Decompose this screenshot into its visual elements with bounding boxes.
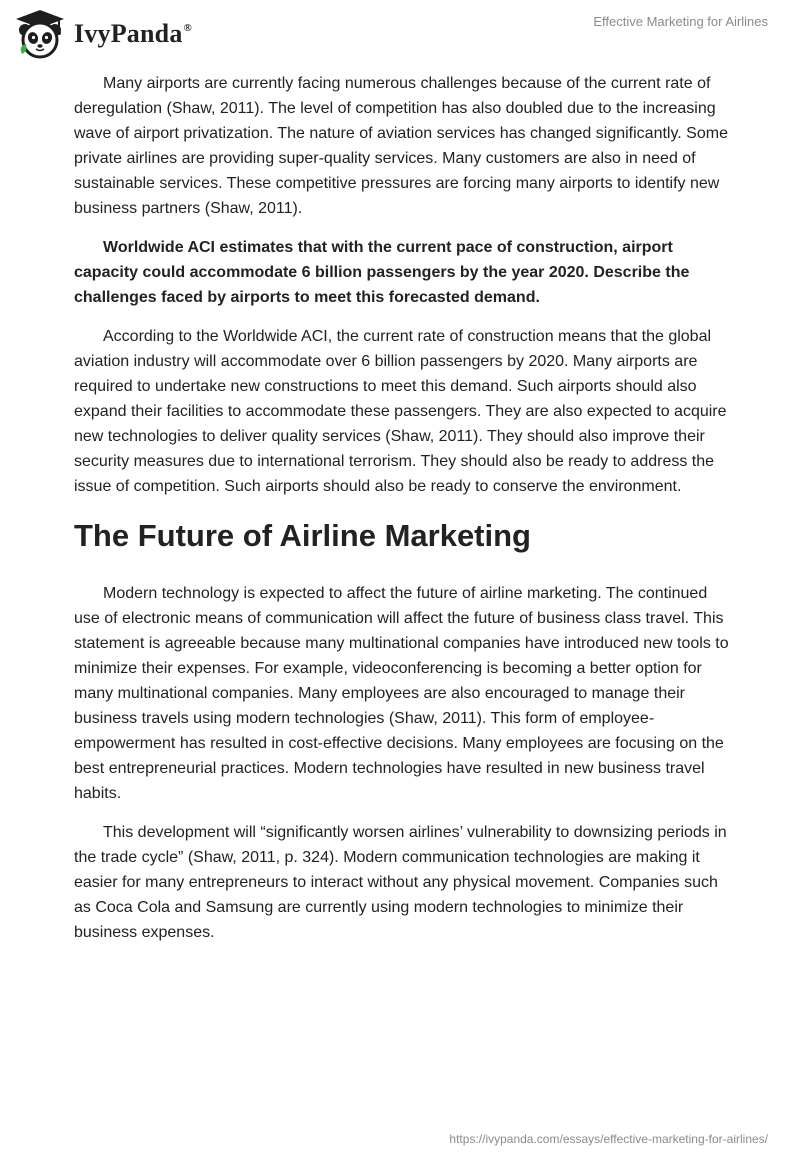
- brand-name: IvyPanda®: [74, 19, 192, 48]
- question-paragraph: Worldwide ACI estimates that with the current pace of construction, airport capacity could accommodate 6 billion passengers by the year 2020. Describe the challenges faced by airports to meet this forecasted demand.: [74, 239, 690, 306]
- registered-mark: ®: [183, 22, 192, 34]
- source-url[interactable]: https://ivypanda.com/essays/effective-marketing-for-airlines/: [449, 1132, 768, 1146]
- paragraph-modern-technology: Modern technology is expected to affect the future of airline marketing. The continued use of electronic means of communication will affect the future of business class travel. This statement is agreeable because many multinational companies have introduced new tools to minimize their expenses. For example, videoconferencing is becoming a better option for many multinational companies. Many employees are also encouraged to manage their business travels using modern technologies (Shaw, 2011). This form of employee-empowerment has resulted in cost-effective decisions. Many employees are focusing on the best entrepreneurial practices. Modern technologies have resulted in new business travel habits.: [74, 585, 729, 802]
- panda-logo-icon: [12, 8, 68, 60]
- page-header: [0, 0, 800, 70]
- paragraph-worldwide-aci: According to the Worldwide ACI, the current rate of construction means that the global aviation industry will accommodate over 6 billion passengers by 2020. Many airports are required to undertake new constructions to meet this demand. Such airports should also expand their facilities to accommodate these passengers. They are also expected to acquire new technologies to deliver quality services (Shaw, 2011). They should also improve their security measures due to international terrorism. They should also be ready to address the issue of competition. Such airports should also be ready to conserve the environment.: [74, 328, 727, 495]
- section-heading: The Future of Airline Marketing: [74, 518, 531, 553]
- paragraph-development: This development will “significantly worsen airlines’ vulnerability to downsizing periods in the trade cycle” (Shaw, 2011, p. 324). Modern communication technologies are making it easier for many entrepreneurs to interact without any physical movement. Companies such as Coca Cola and Samsung are currently using modern technologies to minimize their business expenses.: [74, 824, 727, 941]
- brand-logo[interactable]: [12, 8, 192, 60]
- article-body: [74, 71, 734, 959]
- document-title: Effective Marketing for Airlines: [593, 14, 768, 29]
- paragraph-deregulation: Many airports are currently facing numerous challenges because of the current rate of deregulation (Shaw, 2011). The level of competition has also doubled due to the increasing wave of airport privatization. The nature of aviation services has changed significantly. Some private airlines are providing super-quality services. Many customers are also in need of sustainable services. These competitive pressures are forcing many airports to identify new business partners (Shaw, 2011).: [74, 75, 728, 217]
